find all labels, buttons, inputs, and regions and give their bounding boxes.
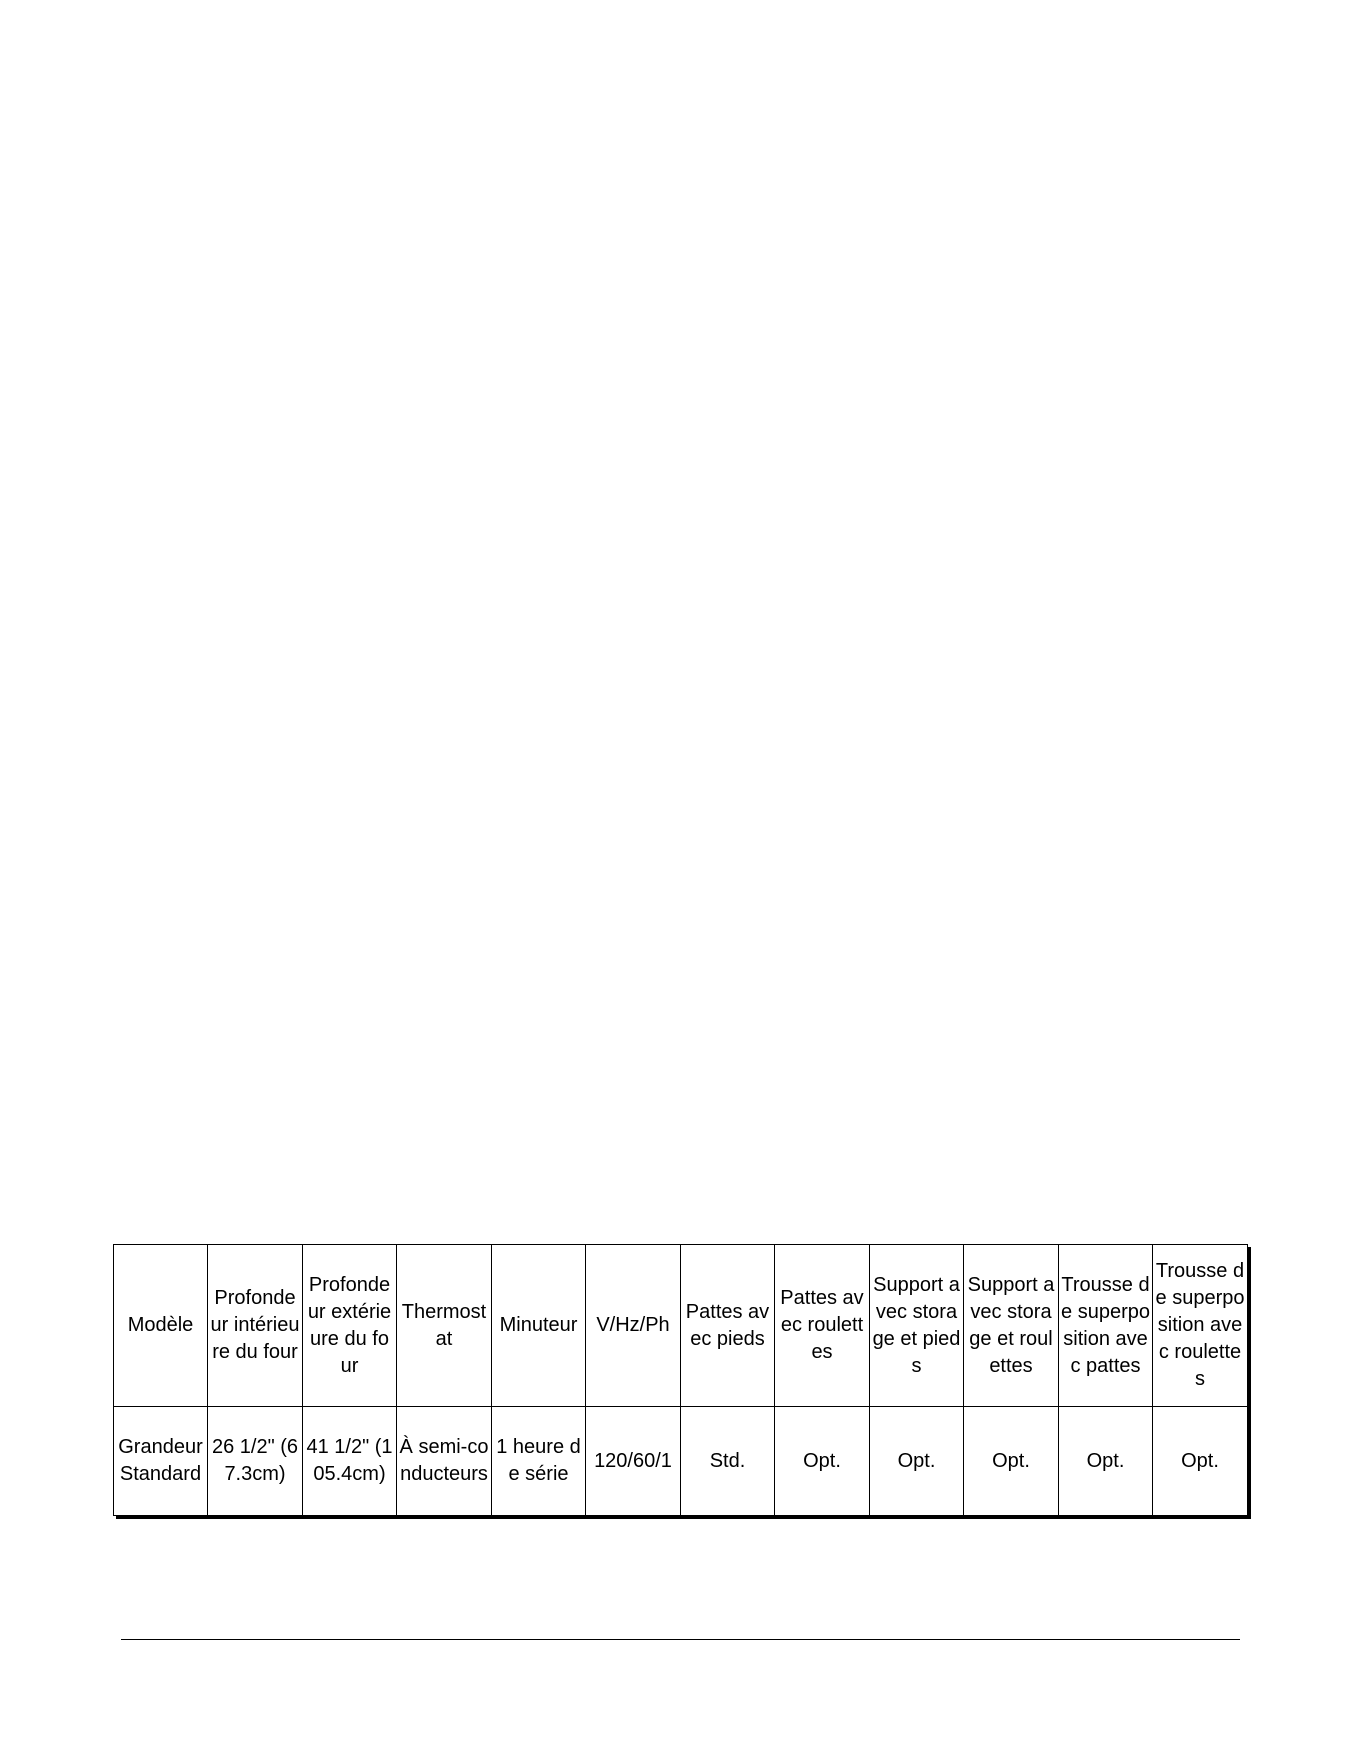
table-cell	[1153, 1407, 1248, 1516]
cell-value: 1 heure de série	[496, 1436, 581, 1485]
header-cell-timer	[492, 1245, 586, 1407]
header-cell-legs-casters	[775, 1245, 870, 1407]
cell-value: Opt.	[803, 1449, 841, 1472]
table-row	[114, 1407, 1248, 1516]
cell-value: Opt.	[1181, 1449, 1219, 1472]
cell-value: À semi-conducteurs	[399, 1436, 489, 1485]
header-label: V/Hz/Ph	[596, 1314, 670, 1336]
header-label: Profondeur intérieure du four	[210, 1287, 300, 1363]
header-cell-stacking-legs	[1059, 1245, 1153, 1407]
specifications-table	[113, 1244, 1248, 1516]
header-label: Pattes avec pieds	[685, 1300, 770, 1350]
table-header-row	[114, 1245, 1248, 1407]
header-label: Minuteur	[499, 1314, 578, 1336]
table-cell	[492, 1407, 586, 1516]
table-cell	[303, 1407, 397, 1516]
table-cell	[208, 1407, 303, 1516]
header-label: Modèle	[127, 1314, 194, 1336]
header-cell-stand-feet	[870, 1245, 964, 1407]
header-cell-model	[114, 1245, 208, 1407]
header-label: Support avec storage et roulettes	[967, 1273, 1055, 1377]
header-cell-exterior-depth	[303, 1245, 397, 1407]
cell-value: Opt.	[992, 1449, 1030, 1472]
cell-value: Opt.	[897, 1449, 936, 1472]
header-cell-interior-depth	[208, 1245, 303, 1407]
cell-value: 26 1/2" (67.3cm)	[211, 1436, 299, 1485]
table-cell	[775, 1407, 870, 1516]
cell-value: Std.	[709, 1449, 746, 1472]
table-cell	[397, 1407, 492, 1516]
header-label: Support avec storage et pieds	[872, 1273, 961, 1377]
header-label: Trousse de superposition avec pattes	[1061, 1273, 1150, 1377]
table-cell	[114, 1407, 208, 1516]
header-cell-electrical	[586, 1245, 681, 1407]
cell-value: Grandeur Standard	[118, 1436, 203, 1485]
header-cell-stand-casters	[964, 1245, 1059, 1407]
header-cell-stacking-casters	[1153, 1245, 1248, 1407]
header-label: Thermostat	[401, 1300, 487, 1350]
table-cell	[586, 1407, 681, 1516]
footer-divider	[121, 1639, 1240, 1640]
cell-value: Opt.	[1086, 1449, 1125, 1472]
cell-value: 41 1/2" (105.4cm)	[306, 1436, 393, 1485]
header-label: Trousse de superposition avec roulettes	[1155, 1260, 1245, 1390]
header-label: Pattes avec roulettes	[780, 1287, 864, 1363]
table-cell	[1059, 1407, 1153, 1516]
table-cell	[964, 1407, 1059, 1516]
header-cell-legs-feet	[681, 1245, 775, 1407]
cell-value: 120/60/1	[594, 1449, 672, 1472]
header-cell-thermostat	[397, 1245, 492, 1407]
table-cell	[870, 1407, 964, 1516]
header-label: Profondeur extérieure du four	[307, 1273, 392, 1377]
table-cell	[681, 1407, 775, 1516]
